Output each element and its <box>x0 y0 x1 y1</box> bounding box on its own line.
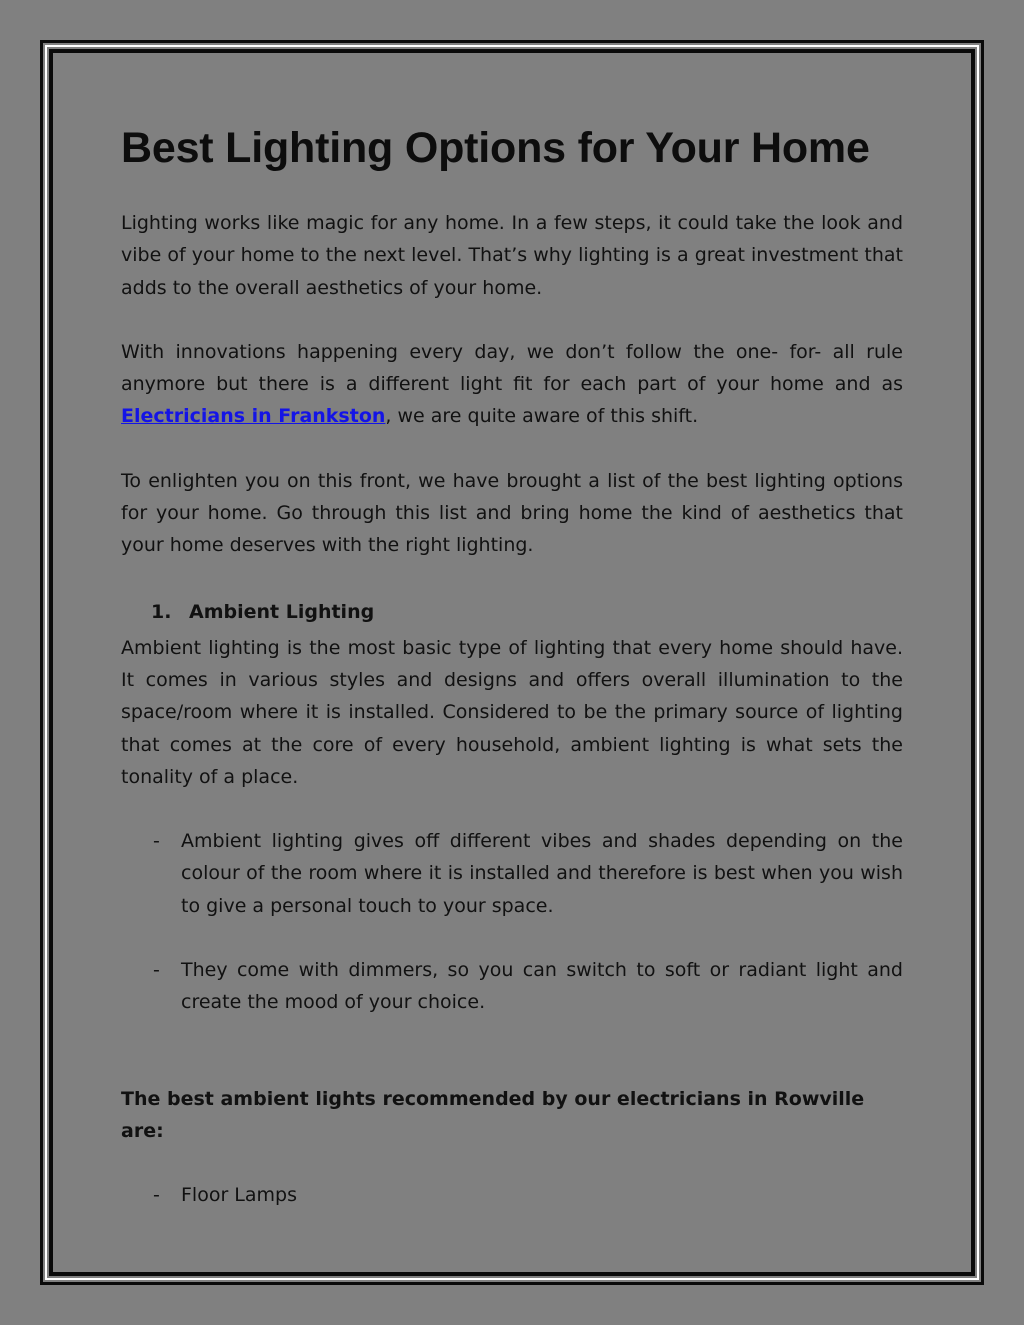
innovations-paragraph <box>121 336 903 433</box>
ambient-description: Ambient lighting is the most basic type of lighting that every home should have. It comes in various styles and designs and offers overall illumination to the space/room where it is installed. Considered to be the primary source of lighting that comes at the core of every household, ambient lighting is what sets the tonality of a place. <box>121 636 903 788</box>
list-item <box>121 825 903 922</box>
recommendations-heading: The best ambient lights recommended by our electricians in Rowville are: <box>121 1087 865 1142</box>
section-number: 1. <box>151 600 172 623</box>
bullet-text: Ambient lighting gives off different vibes and shades depending on the colour of the room where it is installed and therefore is best when you wish to give a personal touch to your space. <box>181 830 903 917</box>
list-item <box>121 1179 903 1211</box>
electricians-frankston-link[interactable]: Electricians in Frankston <box>121 405 386 428</box>
bullet-text: They come with dimmers, so you can switch to soft or radiant light and create the mood of your choice. <box>181 959 903 1014</box>
section-heading-ambient <box>121 596 903 628</box>
intro-paragraph: Lighting works like magic for any home. In a few steps, it could take the look and vibe of your home to the next level. That’s why lighting is a great investment that adds to the overall aesthetics of your home. <box>121 212 903 299</box>
section-title: Ambient Lighting <box>189 600 375 623</box>
bullet-text: Floor Lamps <box>181 1183 298 1206</box>
page-title: Best Lighting Options for Your Home <box>121 124 870 172</box>
bullet-dash: - <box>153 959 160 982</box>
list-item <box>121 954 903 1019</box>
document-body <box>121 120 903 1211</box>
bullet-dash: - <box>153 830 160 853</box>
bullet-dash: - <box>153 1183 160 1206</box>
enlighten-paragraph: To enlighten you on this front, we have brought a list of the best lighting options for your home. Go through this list and bring home the kind of aesthetics that your home deserves with the right lighting. <box>121 469 903 557</box>
innovations-text-end: , we are quite aware of this shift. <box>385 405 699 428</box>
innovations-text: With innovations happening every day, we don’t follow the one- for- all rule anymore but there is a different light fit for each part of your home and as <box>121 340 903 396</box>
